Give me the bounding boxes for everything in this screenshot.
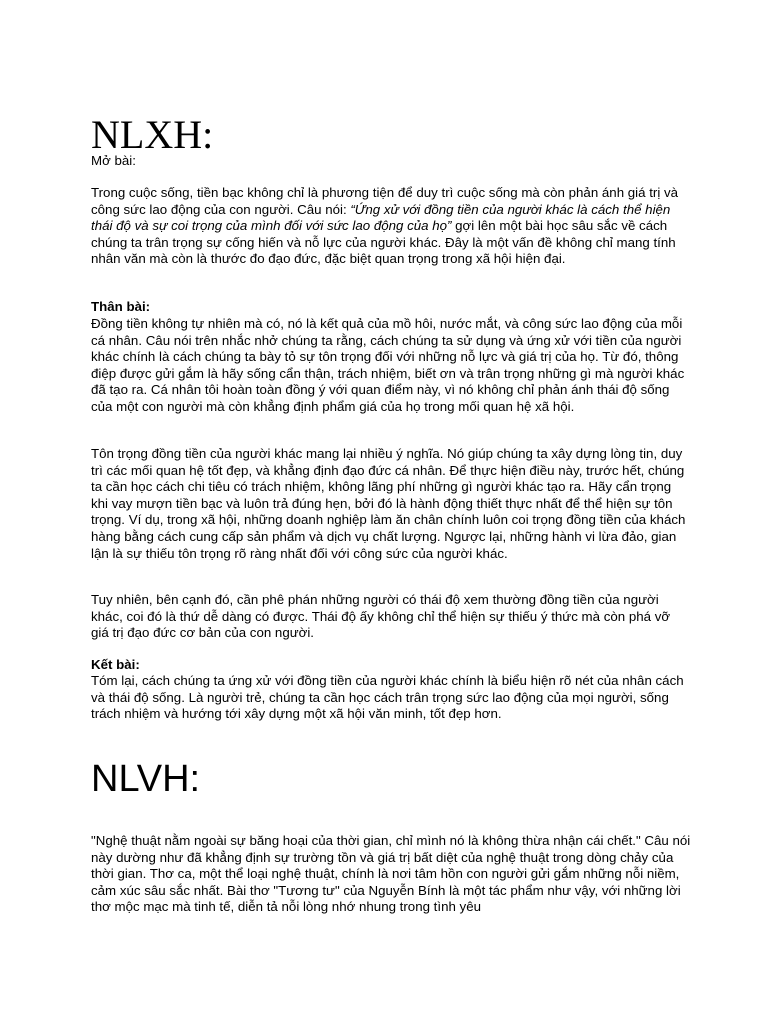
nlvh-intro-paragraph: "Nghệ thuật nằm ngoài sự băng hoại của thời gian, chỉ mình nó là không thừa nhận cái chết." Câu nói này dường như đã khẳng định sự trường tồn và giá trị bất diệt của nghệ thuật trong dòng chảy của thời gian. Thơ ca, một thể loại nghệ thuật, chính là nơi tâm hồn con người gửi gắm những nỗi niềm, cảm xúc sâu sắc nhất. Bài thơ "Tương tư" của Nguyễn Bính là một tác phẩm như vậy, với những lời thơ mộc mạc mà tinh tế, diễn tả nỗi lòng nhớ nhung trong tình yêu bbox=[91, 833, 691, 915]
mo-bai-quote: “Ứng xử với đồng tiền của người khác là cách thể hiện thái độ và sự coi trọng của mình đối với sức lao động của họ” bbox=[91, 201, 671, 234]
than-bai-label: Thân bài: bbox=[91, 299, 151, 314]
nlxh-heading: NLXH: bbox=[91, 112, 214, 157]
than-bai-paragraph-3: Tuy nhiên, bên cạnh đó, cần phê phán những người có thái độ xem thường đồng tiền của người khác, coi đó là thứ dễ dàng có được. Thái độ ấy không chỉ thể hiện sự thiếu ý thức mà còn phá vỡ giá trị đạo đức cơ bản của con người. bbox=[91, 592, 671, 641]
than-bai-paragraph-2: Tôn trọng đồng tiền của người khác mang lại nhiều ý nghĩa. Nó giúp chúng ta xây dựng lòng tin, duy trì các mối quan hệ tốt đẹp, và khẳng định đạo đức cá nhân. Để thực hiện điều này, trước hết, chúng ta cần học cách chi tiêu có trách nhiệm, không lãng phí những gì người khác tạo ra. Hãy cẩn trọng khi vay mượn tiền bạc và luôn trả đúng hẹn, bởi đó là hành động thiết thực nhất để thể hiện sự tôn trọng. Ví dụ, trong xã hội, những doanh nghiệp làm ăn chân chính luôn coi trọng đồng tiền của khách hàng bằng cách cung cấp sản phẩm và dịch vụ chất lượng. Ngược lại, những hành vi lừa đảo, gian lận là sự thiếu tôn trọng rõ ràng nhất đối với công sức của người khác. bbox=[91, 446, 686, 561]
mo-bai-text-before: Trong cuộc sống, tiền bạc không chỉ là phương tiện để duy trì cuộc sống mà còn phản ánh giá trị và công sức lao động của con người. Câu nói: bbox=[91, 185, 679, 217]
mo-bai-paragraph bbox=[91, 185, 691, 268]
than-bai-paragraph-1: Đồng tiền không tự nhiên mà có, nó là kết quả của mồ hôi, nước mắt, và công sức lao động của mỗi cá nhân. Câu nói trên nhắc nhở chúng ta rằng, cách chúng ta sử dụng và ứng xử với tiền của người khác chính là cách chúng ta bày tỏ sự tôn trọng đối với những nỗ lực và giá trị của họ. Từ đó, thông điệp được gửi gắm là hãy sống cẩn thận, trách nhiệm, biết ơn và trân trọng những gì mà người khác đã tạo ra. Cá nhân tôi hoàn toàn đồng ý với quan điểm này, vì nó không chỉ phản ánh thái độ sống của một con người mà còn khẳng định phẩm giá của họ trong mối quan hệ xã hội. bbox=[91, 316, 685, 414]
mo-bai-text-after: gợi lên một bài học sâu sắc về cách chúng ta trân trọng sự cống hiến và nỗ lực của người khác. Đây là một vấn đề không chỉ mang tính nhân văn mà còn là thước đo đạo đức, đặc biệt quan trọng trong xã hội hiện đại. bbox=[91, 218, 676, 267]
mo-bai-label: Mở bài: bbox=[91, 153, 136, 168]
nlvh-heading: NLVH: bbox=[91, 758, 201, 800]
ket-bai-label: Kết bài: bbox=[91, 657, 140, 672]
ket-bai-paragraph: Tóm lại, cách chúng ta ứng xử với đồng tiền của người khác chính là biểu hiện rõ nét của nhân cách và thái độ sống. Là người trẻ, chúng ta cần học cách trân trọng sức lao động của mọi người, sống trách nhiệm và hướng tới xây dựng một xã hội văn minh, tốt đẹp hơn. bbox=[91, 673, 684, 722]
